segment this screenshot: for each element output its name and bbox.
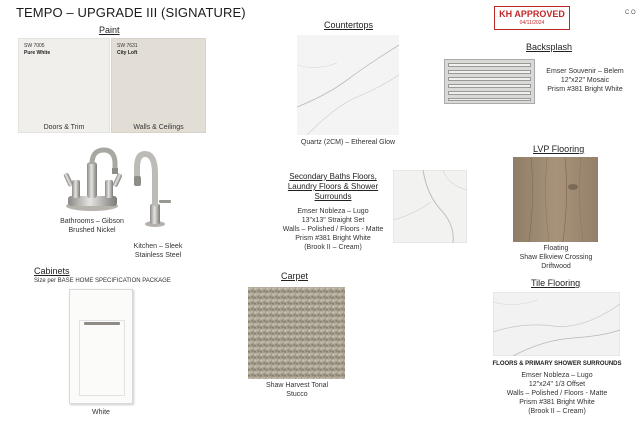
secondary-baths-heading [278,172,388,202]
secondary-baths-image [393,170,467,243]
tile-image [493,292,620,356]
heading-line: Secondary Baths Floors, [289,172,377,181]
corner-text: C O [625,10,636,16]
caption-line: (Brook II – Cream) [528,408,586,415]
cabinets-caption: White [92,409,110,416]
stamp-text: KH APPROVED [499,9,565,19]
bath-faucet-image [60,146,125,214]
caption-line: Stucco [286,391,308,398]
tile-caption [496,371,618,416]
carpet-heading: Carpet [281,271,309,281]
cabinets-heading: Cabinets [34,266,70,276]
caption-line: Walls – Polished / Floors - Matte [506,390,608,397]
caption-line: Shaw Harvest Tonal [265,382,329,389]
paint-swatch-pure-white [18,38,110,133]
heading-line: Surrounds [314,192,352,201]
caption-line: Driftwood [541,263,571,270]
lvp-caption [510,244,602,271]
caption-line: Bathrooms – Gibson [60,218,124,225]
backsplash-heading: Backsplash [526,42,573,52]
caption-line: Emser Souvenir – Belem [546,68,624,75]
countertops-caption: Quartz (2CM) – Ethereal Glow [300,139,396,146]
paint-swatch-city-loft [111,38,206,133]
swatch-code: SW 7005 [24,43,45,49]
caption-line: 13"x13" Straight Set [301,217,365,224]
caption-line: Stainless Steel [134,252,182,259]
swatch-use: Walls & Ceilings [133,124,184,131]
caption-line: Emser Nobleza – Lugo [521,372,593,379]
kitchen-faucet-image [133,148,183,230]
caption-line: Prism #381 Bright White [547,86,623,93]
secondary-baths-caption [278,207,388,252]
caption-line: 12"x24" 1/3 Offset [528,381,586,388]
heading-line: Laundry Floors & Shower [287,182,379,191]
lvp-image [513,157,598,242]
caption-line: Prism #381 Bright White [295,235,371,242]
page-title: TEMPO – UPGRADE III (SIGNATURE) [16,5,246,20]
stamp-date: 04/11/2024 [519,20,545,26]
carpet-caption [245,381,349,399]
cabinet-handle [84,322,120,325]
carpet-image [248,287,345,379]
cabinet-door-image [69,289,133,404]
bath-faucet-caption [52,217,132,235]
swatch-name: Pure White [24,50,51,56]
backsplash-caption [540,67,630,94]
swatch-use: Doors & Trim [43,124,85,131]
tile-heading: Tile Flooring [531,278,581,288]
swatch-name: City Loft [117,50,138,56]
countertops-image [297,35,399,135]
caption-line: Shaw Elkview Crossing [519,254,593,261]
kitchen-faucet-caption [122,242,194,260]
cabinet-panel [79,320,125,396]
caption-line: Emser Nobleza – Lugo [297,208,369,215]
paint-heading: Paint [99,25,120,35]
cabinets-note: Size per BASE HOME SPECIFICATION PACKAGE [34,278,171,284]
backsplash-image [444,59,535,104]
caption-line: (Brook II – Cream) [304,244,362,251]
tile-subheading: FLOORS & PRIMARY SHOWER SURROUNDS [492,361,622,367]
lvp-heading: LVP Flooring [533,144,585,154]
caption-line: Prism #381 Bright White [519,399,595,406]
approval-stamp [494,6,570,30]
caption-line: Walls – Polished / Floors - Matte [282,226,384,233]
swatch-code: SW 7631 [117,43,138,49]
caption-line: Brushed Nickel [68,227,116,234]
caption-line: Kitchen – Sleek [133,243,183,250]
countertops-heading: Countertops [324,20,374,30]
caption-line: Floating [543,245,569,252]
caption-line: 12"x22" Mosaic [560,77,610,84]
